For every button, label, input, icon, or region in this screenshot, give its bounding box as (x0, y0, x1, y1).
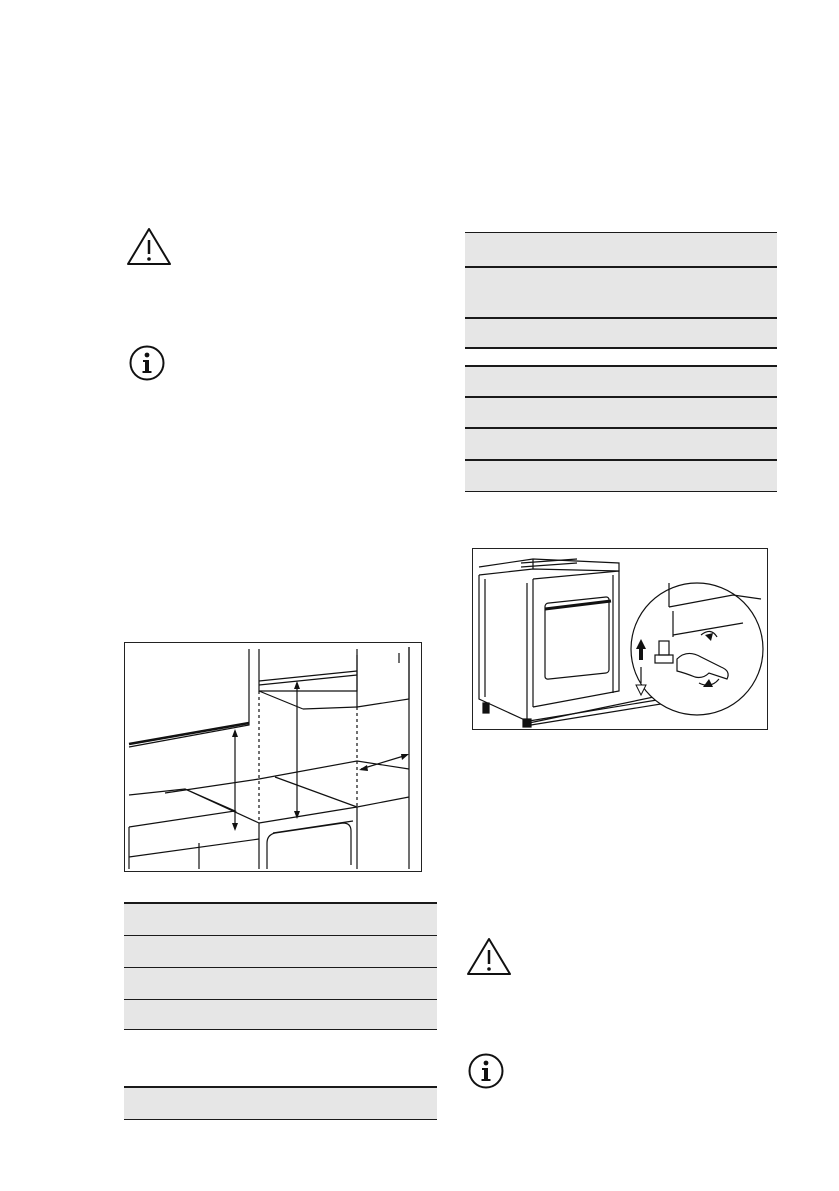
table-row (465, 461, 777, 491)
right-spec-table (465, 232, 777, 492)
table-row (465, 233, 777, 266)
warning-triangle-icon (466, 936, 512, 976)
table-row (465, 367, 777, 396)
table-row (465, 398, 777, 427)
info-circle-icon (128, 344, 166, 382)
table-row (124, 936, 437, 967)
table-row (465, 429, 777, 459)
table-row (124, 904, 437, 935)
levelling-diagram-drawing (473, 549, 767, 729)
cooker-levelling-feet-diagram (472, 548, 768, 730)
left-bottom-table (124, 1086, 437, 1120)
table-row (124, 1088, 437, 1119)
clearance-diagram-drawing (125, 643, 421, 871)
table-row (465, 319, 777, 347)
warning-triangle-icon (126, 226, 172, 266)
left-spec-table (124, 902, 437, 1030)
info-circle-icon (467, 1052, 505, 1090)
table-row (124, 968, 437, 999)
table-row (124, 1000, 437, 1029)
cooker-clearance-diagram (124, 642, 422, 872)
table-row (465, 268, 777, 317)
